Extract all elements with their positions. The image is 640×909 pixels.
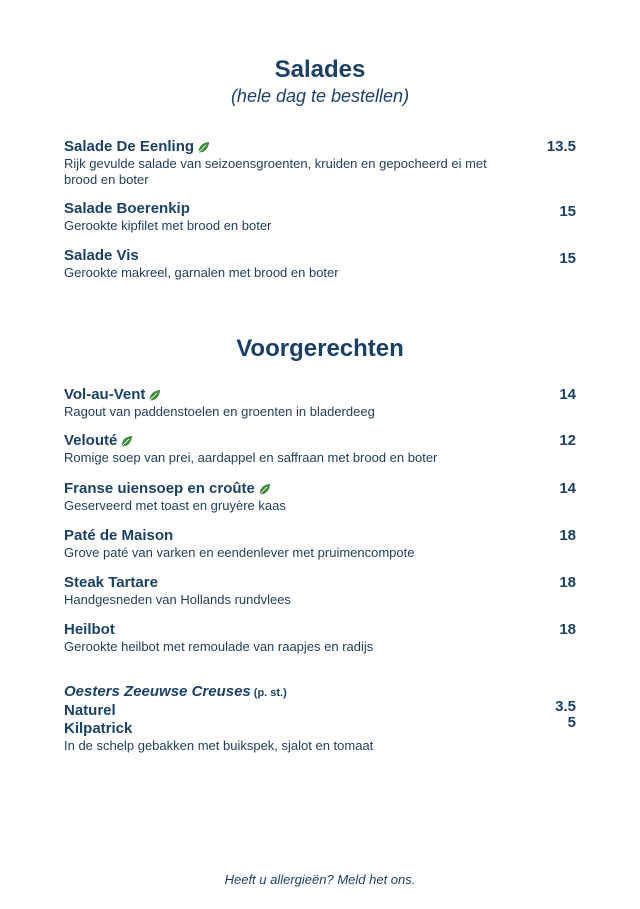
item-description: In de schelp gebakken met buikspek, sjalot en tomaat — [64, 738, 374, 753]
item-name: Salade Vis — [64, 247, 139, 264]
leaf-icon — [148, 389, 161, 402]
item-name: Salade Boerenkip — [64, 200, 190, 217]
leaf-icon — [258, 483, 271, 496]
item-description: Handgesneden van Hollands rundvlees — [64, 592, 291, 607]
item-description: Gerookte makreel, garnalen met brood en boter — [64, 265, 339, 280]
allergy-notice: Heeft u allergieën? Meld het ons. — [224, 872, 416, 887]
menu-item — [64, 621, 576, 655]
oysters-item — [64, 683, 576, 754]
salades-title: Salades — [274, 56, 366, 83]
voorgerechten-title: Voorgerechten — [236, 335, 404, 362]
item-name: Velouté — [64, 432, 118, 449]
item-name: Vol-au-Vent — [64, 386, 146, 403]
salades-subtitle: (hele dag te bestellen) — [230, 86, 410, 106]
item-name: Franse uiensoep en croûte — [64, 480, 255, 497]
menu-item — [64, 527, 576, 561]
menu-item — [64, 247, 576, 281]
oysters-title: Oesters Zeeuwse Creuses — [64, 683, 251, 700]
item-name: Salade De Eenling — [64, 138, 195, 155]
item-description: Ragout van paddenstoelen en groenten in bladerdeeg — [64, 404, 375, 419]
per-piece-label: (p. st.) — [253, 687, 287, 699]
item-price: 18 — [559, 527, 576, 544]
oyster-variant-price: 5 — [567, 714, 576, 731]
item-price: 18 — [559, 574, 576, 591]
menu-item — [64, 574, 576, 608]
leaf-icon — [120, 435, 133, 448]
item-price: 15 — [559, 250, 576, 267]
oyster-variant-price: 3.5 — [555, 698, 576, 715]
menu-item — [64, 432, 576, 466]
item-description: Rijk gevulde salade van seizoensgroenten, kruiden en gepocheerd ei met brood en boter — [64, 156, 487, 187]
oyster-variant-name: Kilpatrick — [64, 720, 133, 737]
menu-item — [64, 386, 576, 420]
item-price: 13.5 — [546, 138, 576, 155]
leaf-icon — [197, 141, 210, 154]
item-name: Heilbot — [64, 621, 115, 638]
item-price: 14 — [559, 386, 576, 403]
item-description: Gerookte heilbot met remoulade van raapjes en radijs — [64, 639, 374, 654]
item-description: Grove paté van varken en eendenlever met pruimencompote — [64, 545, 415, 560]
item-price: 18 — [559, 621, 576, 638]
item-description: Gerookte kipfilet met brood en boter — [64, 218, 272, 233]
item-name: Paté de Maison — [64, 527, 174, 544]
item-price: 14 — [559, 480, 576, 497]
item-description: Geserveerd met toast en gruyère kaas — [64, 498, 286, 513]
item-price: 12 — [559, 432, 576, 449]
menu-item — [64, 138, 576, 188]
menu-item — [64, 480, 576, 514]
item-price: 15 — [559, 203, 576, 220]
menu-item — [64, 200, 576, 234]
item-description: Romige soep van prei, aardappel en saffraan met brood en boter — [64, 450, 438, 465]
item-name: Steak Tartare — [64, 574, 158, 591]
oyster-variant-name: Naturel — [64, 702, 116, 719]
